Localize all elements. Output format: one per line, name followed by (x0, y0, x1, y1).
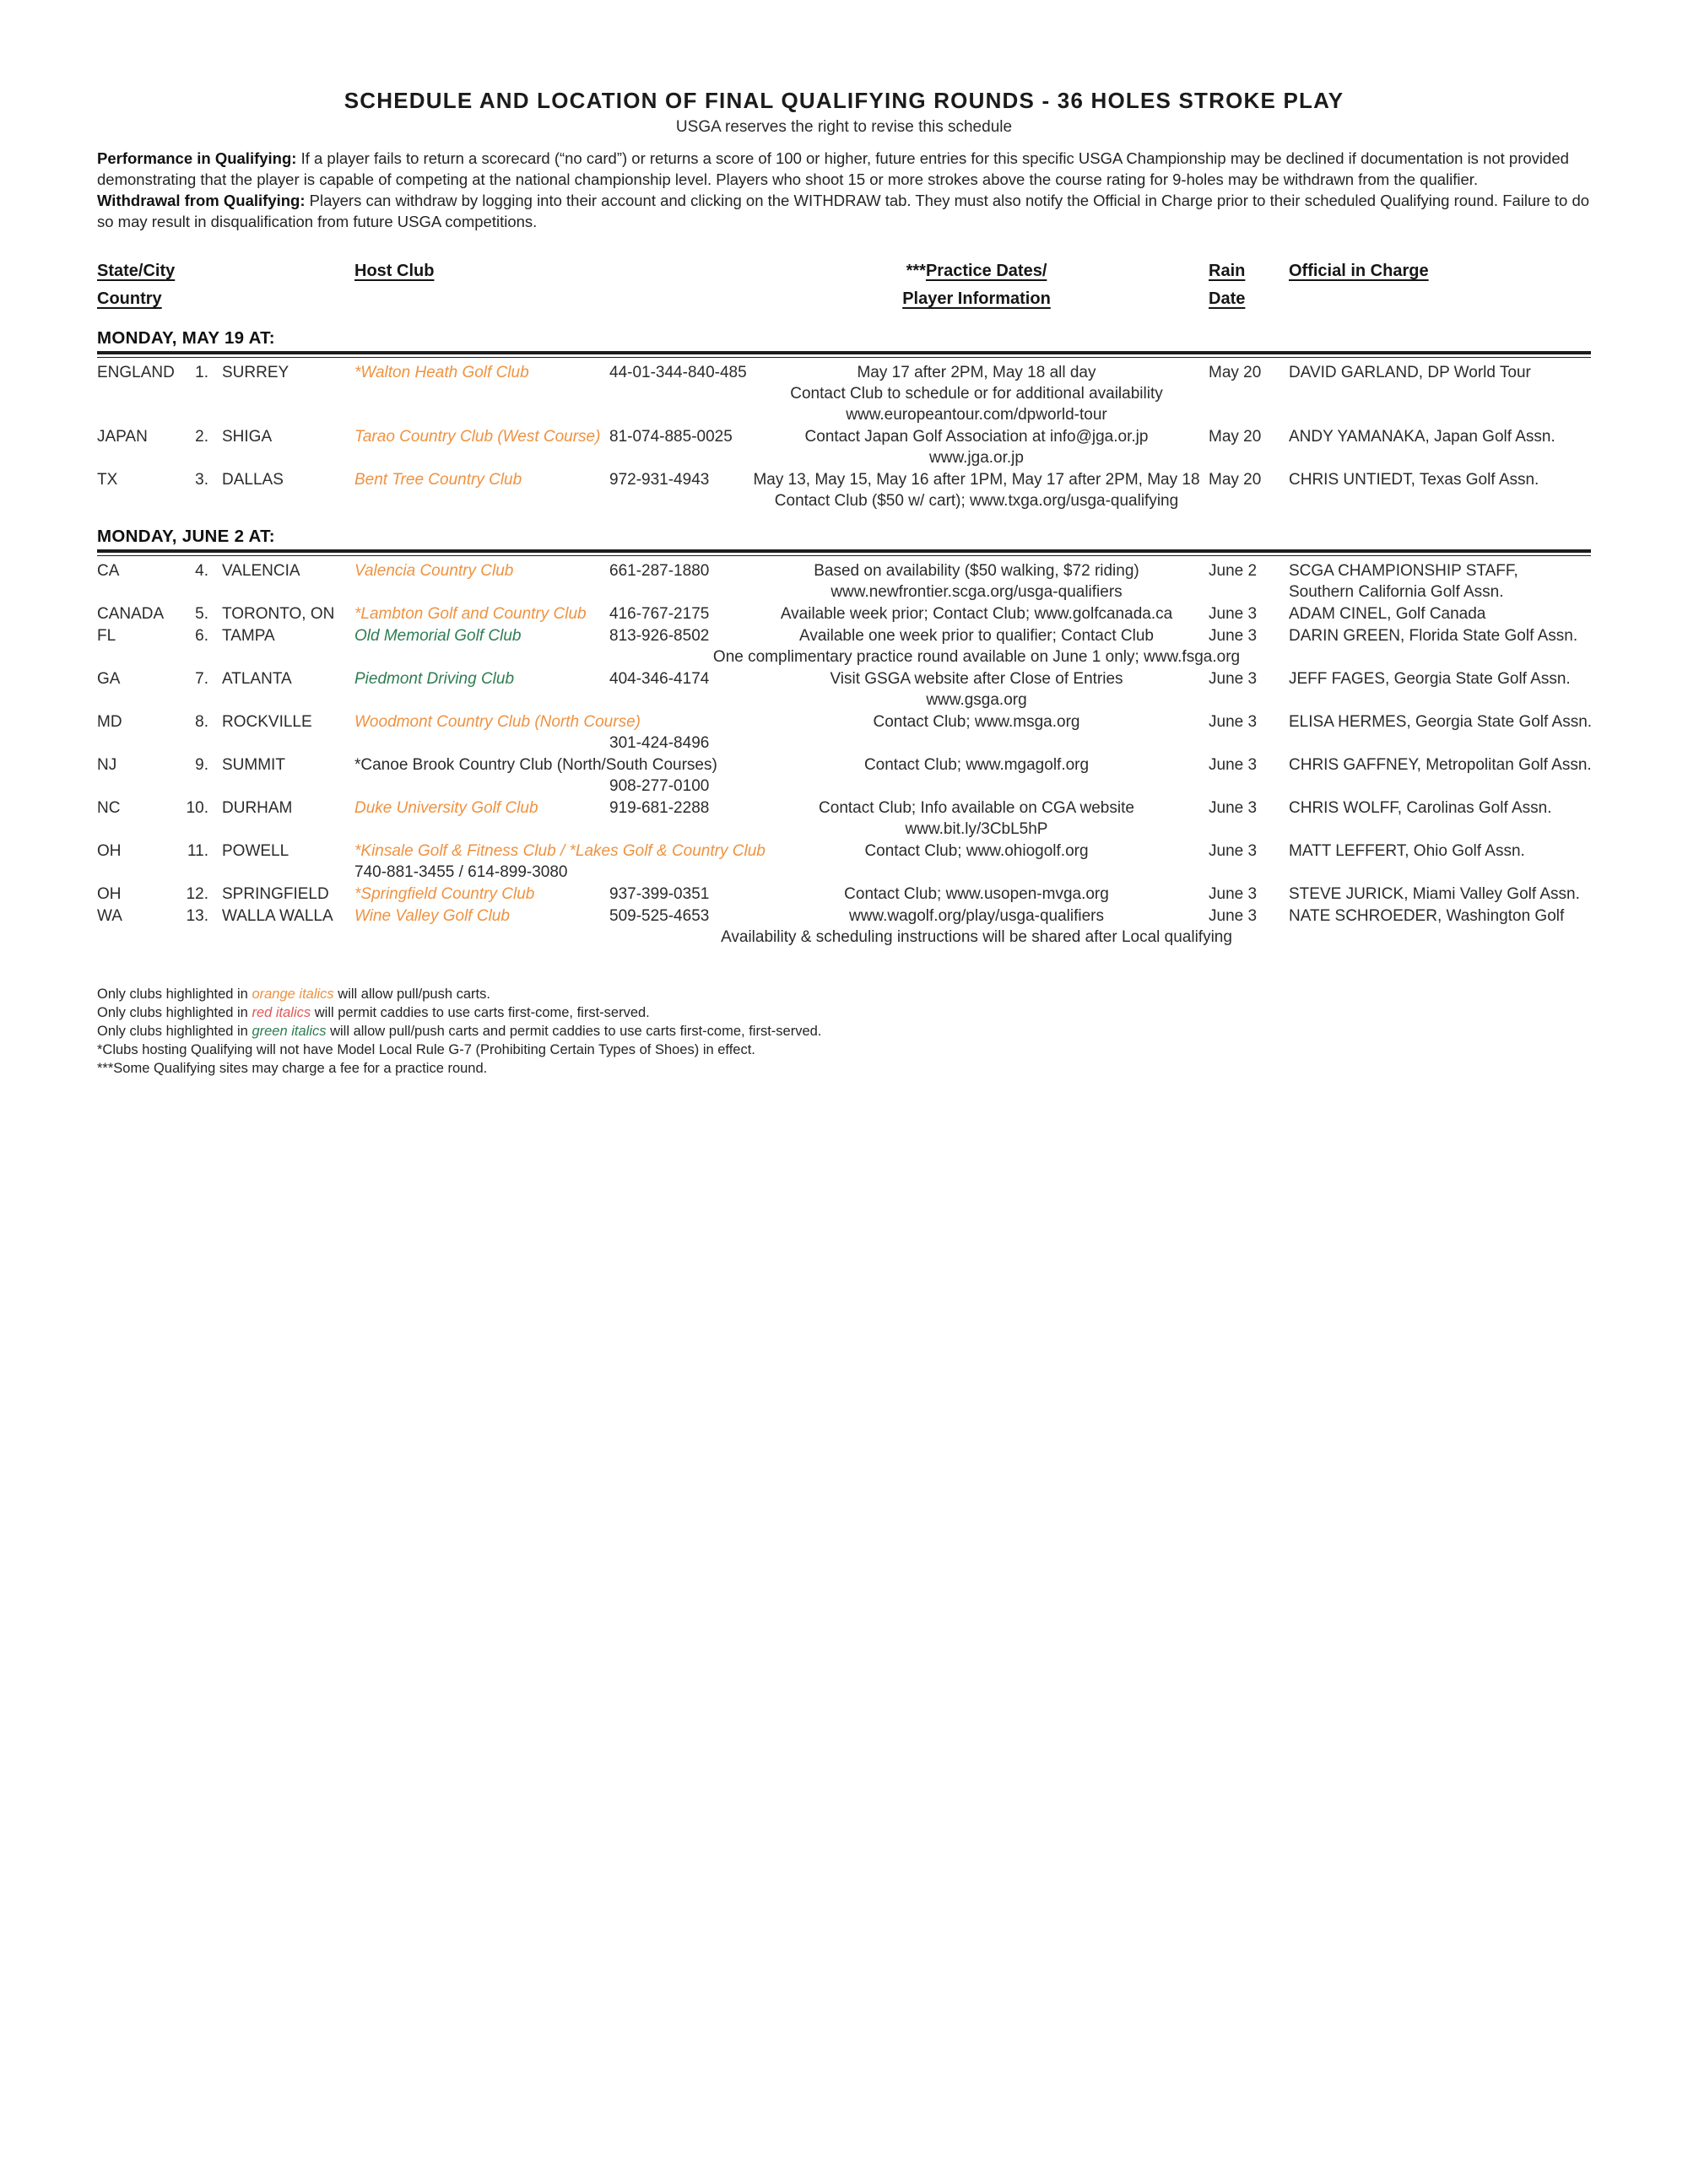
footnote-color-term: orange italics (252, 987, 334, 1002)
cell-official-in-charge: ADAM CINEL, Golf Canada (1289, 605, 1486, 623)
cell-host-club (354, 603, 609, 624)
notice-paragraph: Withdrawal from Qualifying: Players can withdraw by logging into their account and clicking on the WITHDRAW tab. They must also notify the Official in Charge prior to their scheduled Qualifying round. Failure to do so may result in disqualification from future USGA competitions. (97, 192, 1590, 230)
schedule-section (97, 527, 1591, 948)
cell-state: NJ (97, 756, 117, 774)
cell-state: OH (97, 885, 122, 903)
cell-state: TX (97, 471, 118, 489)
cell-phone: 81-074-885-0025 (609, 428, 733, 446)
cell-host-club (354, 625, 609, 668)
cell-official-in-charge: MATT LEFFERT, Ohio Golf Assn. (1289, 842, 1525, 860)
table-row (97, 711, 1591, 754)
cell-rain-date: June 3 (1209, 842, 1258, 860)
cell-official-in-charge: JEFF FAGES, Georgia State Golf Assn. (1289, 670, 1571, 688)
host-club-name: *Walton Heath Golf Club (354, 364, 529, 381)
table-row (97, 469, 1591, 511)
notice-lead: Performance in Qualifying: (97, 149, 297, 167)
cell-city: TORONTO, ON (222, 605, 335, 623)
cell-practice-info: Contact Club; www.ohiogolf.org (864, 842, 1089, 860)
section-date-heading: MONDAY, MAY 19 AT: (97, 328, 275, 348)
table-row (97, 905, 1591, 948)
header-practice-dates: ***Practice Dates/ Player Information (902, 262, 1051, 308)
table-row (97, 603, 1591, 624)
cell-official-in-charge: CHRIS GAFFNEY, Metropolitan Golf Assn. (1289, 756, 1592, 774)
cell-practice-info: www.wagolf.org/play/usga-qualifiers Availability & scheduling instructions will be shared after Local qualifying (721, 907, 1232, 946)
table-row (97, 797, 1591, 840)
section-divider (97, 351, 1591, 358)
cell-official-in-charge: ANDY YAMANAKA, Japan Golf Assn. (1289, 428, 1555, 446)
header-official-in-charge: Official in Charge (1289, 262, 1429, 280)
cell-state: GA (97, 670, 121, 688)
cell-number: 12. (186, 885, 208, 903)
cell-state: MD (97, 713, 122, 731)
footnote-line: Only clubs highlighted in orange italics will allow pull/push carts. (97, 987, 490, 1002)
cell-number: 11. (187, 842, 208, 860)
subtitle: USGA reserves the right to revise this schedule (675, 118, 1013, 136)
footnotes (97, 985, 1591, 1078)
footnote-line: *Clubs hosting Qualifying will not have Model Local Rule G-7 (Prohibiting Certain Types of Shoes) in effect. (97, 1042, 755, 1057)
cell-rain-date: May 20 (1209, 471, 1262, 489)
cell-state: NC (97, 799, 121, 817)
cell-club-phone: 740-881-3455 / 614-899-3080 (354, 863, 568, 881)
table-row (97, 362, 1591, 425)
cell-host-club (354, 362, 609, 425)
schedule-section (97, 328, 1591, 511)
cell-practice-info: Contact Club; www.msga.org (873, 713, 1080, 731)
cell-rain-date: May 20 (1209, 364, 1262, 381)
host-club-name: Woodmont Country Club (North Course) (354, 713, 641, 731)
cell-rain-date: June 3 (1209, 756, 1258, 774)
host-club-name: Bent Tree Country Club (354, 471, 522, 489)
cell-rain-date: June 3 (1209, 885, 1258, 903)
cell-phone: 813-926-8502 (609, 627, 710, 645)
cell-rain-date: June 3 (1209, 627, 1258, 645)
cell-official-in-charge: DARIN GREEN, Florida State Golf Assn. (1289, 627, 1578, 645)
cell-state: CANADA (97, 605, 165, 623)
cell-city: ATLANTA (222, 670, 292, 688)
cell-city: VALENCIA (222, 562, 300, 580)
table-row (97, 560, 1591, 603)
cell-practice-info: Available week prior; Contact Club; www.golfcanada.ca (780, 605, 1173, 623)
host-club-name: Valencia Country Club (354, 562, 514, 580)
cell-city: TAMPA (222, 627, 275, 645)
cell-rain-date: June 3 (1209, 907, 1258, 925)
cell-host-club (354, 560, 609, 603)
notice-lead: Withdrawal from Qualifying: (97, 192, 306, 209)
table-row (97, 841, 1591, 883)
schedule-table (97, 328, 1591, 948)
footnote-color-term: red italics (252, 1005, 311, 1020)
cell-phone: 404-346-4174 (609, 670, 710, 688)
cell-number: 8. (195, 713, 208, 731)
footnote-line: ***Some Qualifying sites may charge a fee for a practice round. (97, 1061, 488, 1076)
table-row (97, 625, 1591, 668)
cell-city: SHIGA (222, 428, 273, 446)
cell-official-in-charge: ELISA HERMES, Georgia State Golf Assn. (1289, 713, 1593, 731)
cell-host-club (354, 668, 609, 711)
table-header-row (97, 257, 1591, 313)
cell-number: 1. (195, 364, 208, 381)
cell-city: SURREY (222, 364, 289, 381)
cell-city: SUMMIT (222, 756, 285, 774)
host-club-name: *Lambton Golf and Country Club (354, 605, 587, 623)
table-row (97, 426, 1591, 468)
cell-city: POWELL (222, 842, 289, 860)
footnote-line: Only clubs highlighted in red italics will permit caddies to use carts first-come, first-served. (97, 1005, 650, 1020)
cell-phone (609, 841, 753, 883)
cell-official-in-charge: NATE SCHROEDER, Washington Golf (1289, 907, 1565, 925)
cell-number: 9. (195, 756, 208, 774)
page-title: SCHEDULE AND LOCATION OF FINAL QUALIFYING ROUNDS - 36 HOLES STROKE PLAY (344, 88, 1344, 113)
cell-host-club (354, 905, 609, 948)
cell-host-club (354, 884, 609, 905)
cell-number: 10. (186, 799, 208, 817)
header-host-club: Host Club (354, 262, 435, 280)
cell-host-club (354, 469, 609, 511)
cell-number: 13. (186, 907, 208, 925)
cell-state: WA (97, 907, 122, 925)
cell-number: 3. (195, 471, 208, 489)
section-divider (97, 549, 1591, 556)
cell-phone: 972-931-4943 (609, 471, 710, 489)
cell-number: 7. (195, 670, 208, 688)
host-club-name: Old Memorial Golf Club (354, 627, 522, 645)
table-row (97, 668, 1591, 711)
cell-practice-info: Contact Club; www.usopen-mvga.org (844, 885, 1109, 903)
cell-practice-info: May 13, May 15, May 16 after 1PM, May 17 after 2PM, May 18 Contact Club ($50 w/ cart); www.txga.org/usga-qualifying (753, 471, 1200, 510)
cell-rain-date: June 3 (1209, 605, 1258, 623)
cell-city: SPRINGFIELD (222, 885, 329, 903)
footnote-color-term: green italics (252, 1024, 327, 1039)
cell-phone: 509-525-4653 (609, 907, 710, 925)
host-club-name: Tarao Country Club (West Course) (354, 428, 601, 446)
host-club-name: Duke University Golf Club (354, 799, 538, 817)
cell-official-in-charge: CHRIS WOLFF, Carolinas Golf Assn. (1289, 799, 1552, 817)
host-club-name: Wine Valley Golf Club (354, 907, 510, 925)
qualifying-notices (97, 148, 1591, 232)
cell-state: ENGLAND (97, 364, 175, 381)
host-club-name: *Kinsale Golf & Fitness Club / *Lakes Golf & Country Club (354, 842, 766, 860)
cell-city: DURHAM (222, 799, 293, 817)
cell-host-club (354, 797, 609, 840)
table-row (97, 884, 1591, 905)
cell-official-in-charge: STEVE JURICK, Miami Valley Golf Assn. (1289, 885, 1580, 903)
cell-phone: 416-767-2175 (609, 605, 710, 623)
cell-rain-date: June 3 (1209, 670, 1258, 688)
cell-practice-info: Based on availability ($50 walking, $72 riding) www.newfrontier.scga.org/usga-qualifiers (814, 562, 1139, 601)
footnote-line: Only clubs highlighted in green italics will allow pull/push carts and permit caddies to use carts first-come, first-served. (97, 1024, 822, 1039)
cell-practice-info: Available one week prior to qualifier; Contact Club One complimentary practice round available on June 1 only; www.fsga.org (712, 627, 1241, 666)
cell-city: ROCKVILLE (222, 713, 312, 731)
cell-rain-date: June 2 (1209, 562, 1258, 580)
host-club-name: *Canoe Brook Country Club (North/South Courses) (354, 756, 717, 774)
cell-state: CA (97, 562, 120, 580)
cell-practice-info: Contact Japan Golf Association at info@jga.or.jp www.jga.or.jp (804, 428, 1149, 467)
cell-official-in-charge: SCGA CHAMPIONSHIP STAFF, Southern California Golf Assn. (1289, 562, 1518, 601)
document-page (0, 0, 1688, 1078)
header-state-city: State/City Country (97, 262, 176, 308)
cell-host-club (354, 426, 609, 468)
cell-practice-info: Contact Club; www.mgagolf.org (863, 756, 1090, 774)
cell-state: FL (97, 627, 116, 645)
cell-official-in-charge: CHRIS UNTIEDT, Texas Golf Assn. (1289, 471, 1539, 489)
cell-rain-date: May 20 (1209, 428, 1262, 446)
cell-phone: 661-287-1880 (609, 562, 710, 580)
cell-number: 4. (195, 562, 208, 580)
cell-practice-info: Visit GSGA website after Close of Entries www.gsga.org (830, 670, 1123, 709)
cell-number: 2. (195, 428, 208, 446)
cell-phone: 908-277-0100 (609, 777, 710, 795)
cell-phone: 44-01-344-840-485 (609, 364, 747, 381)
cell-phone: 919-681-2288 (609, 799, 710, 817)
cell-rain-date: June 3 (1209, 799, 1258, 817)
cell-practice-info: May 17 after 2PM, May 18 all day Contact Club to schedule or for additional availability www.europeantour.com/dpworld-tour (790, 364, 1163, 424)
cell-phone: 937-399-0351 (609, 885, 710, 903)
header-rain-date: Rain Date (1209, 262, 1246, 308)
cell-host-club (354, 841, 766, 883)
cell-rain-date: June 3 (1209, 713, 1258, 731)
cell-practice-info: Contact Club; Info available on CGA website www.bit.ly/3CbL5hP (819, 799, 1134, 838)
cell-state: JAPAN (97, 428, 148, 446)
cell-official-in-charge: DAVID GARLAND, DP World Tour (1289, 364, 1531, 381)
notice-paragraph: Performance in Qualifying: If a player fails to return a scorecard (“no card”) or returns a score of 100 or higher, future entries for this specific USGA Championship may be declined if documentation is not provided demonstrating that the player is capable of competing at the national championship level. Players who shoot 15 or more strokes above the course rating for 9-holes may be withdrawn from the qualifier. (97, 149, 1569, 188)
cell-host-club (354, 711, 641, 754)
table-row (97, 754, 1591, 797)
host-club-name: *Springfield Country Club (354, 885, 535, 903)
host-club-name: Piedmont Driving Club (354, 670, 515, 688)
cell-city: DALLAS (222, 471, 284, 489)
cell-city: WALLA WALLA (222, 907, 333, 925)
cell-state: OH (97, 842, 122, 860)
cell-number: 6. (195, 627, 208, 645)
section-date-heading: MONDAY, JUNE 2 AT: (97, 527, 275, 546)
cell-number: 5. (195, 605, 208, 623)
cell-phone: 301-424-8496 (609, 734, 710, 752)
